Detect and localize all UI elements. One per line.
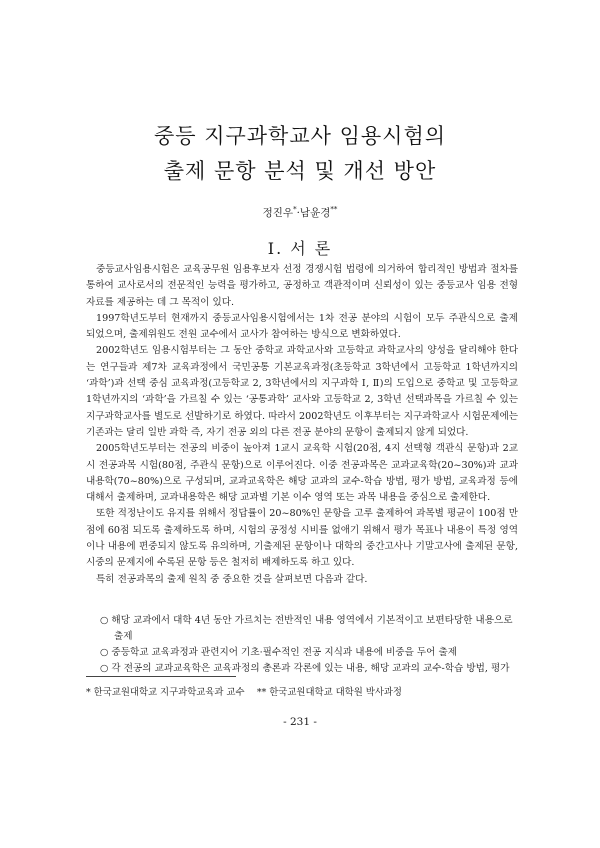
principles-list (86, 613, 518, 677)
list-item: ○ 해당 교과에서 대학 4년 동안 가르치는 전반적인 내용 영역에서 기본적이고 보편타당한 내용으로 출제 (100, 615, 513, 642)
paragraph: 2002학년도 임용시험부터는 그 동안 중학교 과학교사와 고등학교 과학교사의 양성을 달리해야 한다는 연구들과 제7차 교육과정에서 국민공통 기본교육과정(초등학교 3학년에서 고등학교 1학년까지의 ‘과학’)과 선택 중심 교육과정(고등학교 2, 3학년에서의 지구과학 Ⅰ, Ⅱ)의 도입으로 중학교 및 고등학교 1학년까지의 ‘과학’을 가르칠 수 있는 ‘공통과학’ 교사와 고등학교 2, 3학년 선택과목을 가르칠 수 있는 지구과학교사를 별도로 선발하기로 하였다. 따라서 2002학년도 이후부터는 지구과학교사 시험문제에는 기존과는 달리 일반 과학 즉, 자기 전공 외의 다른 전공 분야의 문항이 출제되지 않게 되었다. (86, 345, 518, 438)
author-1-mark: * (293, 205, 297, 214)
section-heading: Ⅰ. 서 론 (267, 239, 333, 258)
paragraph: 2005학년도부터는 전공의 비중이 높아져 1교시 교육학 시험(20점, 4지 선택형 객관식 문항)과 2교시 전공과목 시험(80점, 주관식 문항)으로 이루어진다. 이중 전공과목은 교과교육학(20~30%)과 교과내용학(70~80%)으로 구성되며, 교과교육학은 해당 교과의 교수-학습 방법, 평가 방법, 교육과정 등에 대해서 출제하며, 교과내용학은 해당 교과별 기본 이수 영역 또는 과목 내용을 중심으로 출제한다. (86, 443, 518, 504)
footnote: * 한국교원대학교 지구과학교육과 교수 ** 한국교원대학교 대학원 박사과정 (86, 687, 402, 698)
author-separator: · (296, 207, 300, 219)
author-2-mark: ** (330, 205, 338, 214)
page-number: - 231 - (283, 716, 317, 728)
paragraph: 또한 적정난이도 유지를 위해서 정답률이 20~80%인 문항을 고루 출제하여 과목별 평균이 100점 만점에 60점 되도록 출제하도록 하며, 시험의 공정성 시비를 없애기 위해서 평가 목표나 내용이 특정 영역이나 내용에 편중되지 않도록 유의하며, 기출제된 문항이나 대학의 중간고사나 기말고사에 출제된 문항, 시중의 문제지에 수록된 문항 등은 철저히 배제하도록 하고 있다. (86, 508, 518, 569)
body-text (86, 262, 518, 588)
author-2: 남윤경 (299, 207, 331, 219)
title-line-1: 중등 지구과학교사 임용시험의 (153, 124, 447, 148)
paragraph: 특히 전공과목의 출제 원칙 중 중요한 것을 살펴보면 다음과 같다. (96, 573, 368, 585)
authors (0, 205, 600, 220)
list-item: ○ 중등학교 교육과정과 관련지어 기초·필수적인 전공 지식과 내용에 비중을 두어 출제 (100, 647, 458, 658)
title-line-2: 출제 문항 분석 및 개선 방안 (163, 159, 437, 183)
list-item: ○ 각 전공의 교과교육학은 교육과정의 총론과 각론에 있는 내용, 해당 교과의 교수-학습 방법, 평가 (100, 663, 510, 674)
paragraph: 1997학년도부터 현재까지 중등교사임용시험에서는 1차 전공 분야의 시험이 모두 주관식으로 출제 되었으며, 출제위원도 전원 교수에서 교사가 참여하는 방식으로 변화하였다. (86, 312, 518, 341)
author-1: 정진우 (262, 207, 294, 219)
paragraph: 중등교사임용시험은 교육공무원 임용후보자 선정 경쟁시험 법령에 의거하여 합리적인 방법과 절차를 통하여 교사로서의 전문적인 능력을 평가하고, 공정하고 객관적이며 신뢰성이 있는 중등교사 임용 전형자료를 제공하는 데 그 목적이 있다. (86, 264, 518, 308)
footnote-divider (86, 676, 236, 677)
